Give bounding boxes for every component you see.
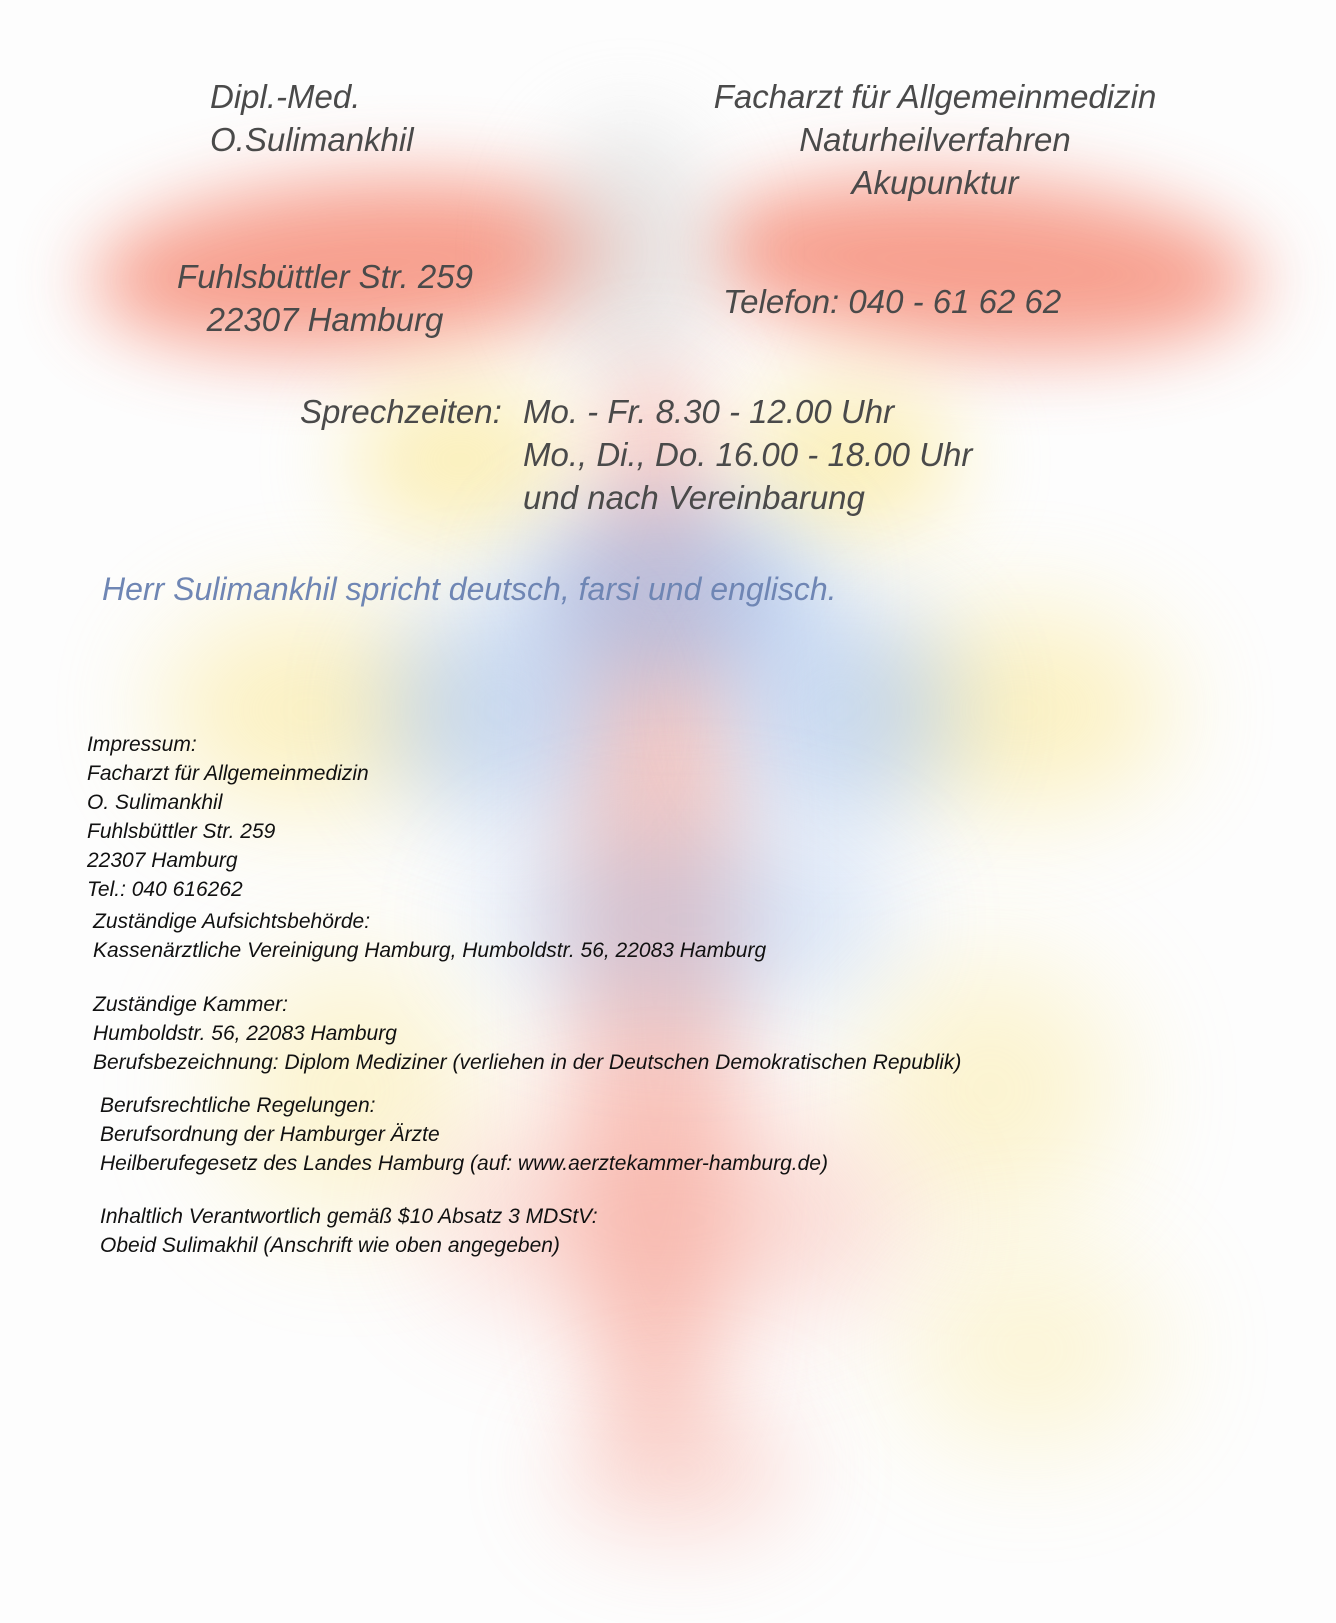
impressum-line: Kassenärztliche Vereinigung Hamburg, Humboldstr. 56, 22083 Hamburg	[93, 939, 767, 962]
impressum-line: Tel.: 040 616262	[87, 878, 243, 901]
title-line-2: O.Sulimankhil	[210, 121, 414, 158]
impressum-line: Inhaltlich Verantwortlich gemäß $10 Absatz 3 MDStV:	[100, 1205, 598, 1228]
impressum-regulations	[100, 1091, 828, 1178]
impressum-line: Facharzt für Allgemeinmedizin	[87, 762, 369, 785]
office-hours-line-1: Mo. - Fr. 8.30 - 12.00 Uhr	[523, 393, 895, 430]
office-hours-line-2: Mo., Di., Do. 16.00 - 18.00 Uhr	[523, 436, 973, 473]
address-street: Fuhlsbüttler Str. 259	[177, 258, 473, 295]
impressum-supervisory-authority	[93, 907, 766, 965]
languages-note: Herr Sulimankhil spricht deutsch, farsi und englisch.	[102, 571, 837, 607]
impressum-line: Berufsbezeichnung: Diplom Mediziner (verliehen in der Deutschen Demokratischen Republik)	[93, 1051, 962, 1074]
impressum-line: Zuständige Aufsichtsbehörde:	[93, 910, 371, 933]
impressum-line: Fuhlsbüttler Str. 259	[87, 820, 276, 843]
impressum-line: Humboldstr. 56, 22083 Hamburg	[93, 1022, 397, 1045]
specialty-line-1: Facharzt für Allgemeinmedizin	[713, 78, 1157, 115]
specialties	[690, 75, 1180, 204]
impressum-line: Zuständige Kammer:	[93, 993, 288, 1016]
impressum-line: Berufsordnung der Hamburger Ärzte	[100, 1123, 440, 1146]
impressum-contact	[87, 730, 369, 904]
doctor-name	[210, 75, 414, 161]
specialty-line-2: Naturheilverfahren	[799, 121, 1071, 158]
impressum-line: Obeid Sulimakhil (Anschrift wie oben angegeben)	[100, 1234, 560, 1257]
phone-number: Telefon: 040 - 61 62 62	[723, 283, 1062, 320]
impressum-chamber	[93, 990, 961, 1077]
office-hours-label: Sprechzeiten:	[300, 393, 502, 430]
impressum-line: 22307 Hamburg	[87, 849, 238, 872]
impressum-line: Berufsrechtliche Regelungen:	[100, 1094, 376, 1117]
address-city: 22307 Hamburg	[206, 301, 444, 338]
impressum-responsible	[100, 1202, 598, 1260]
office-hours	[523, 390, 972, 519]
title-line-1: Dipl.-Med.	[210, 78, 361, 115]
impressum-line: O. Sulimankhil	[87, 791, 223, 814]
office-hours-line-3: und nach Vereinbarung	[523, 479, 865, 516]
address	[160, 255, 490, 341]
specialty-line-3: Akupunktur	[851, 164, 1019, 201]
impressum-line: Heilberufegesetz des Landes Hamburg (auf: www.aerztekammer-hamburg.de)	[100, 1152, 828, 1175]
impressum-heading: Impressum:	[87, 733, 197, 756]
